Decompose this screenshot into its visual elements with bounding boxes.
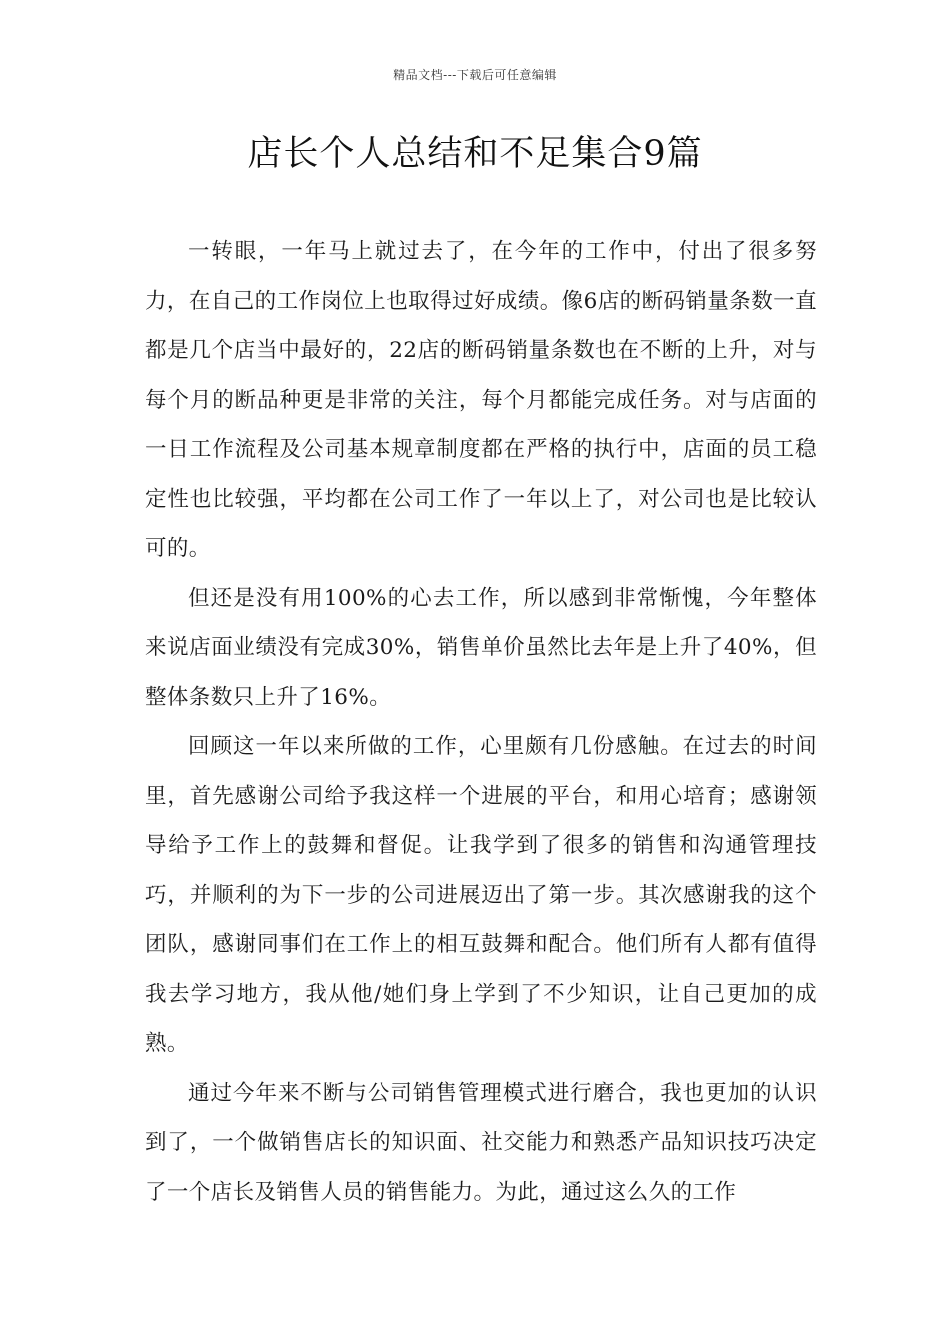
document-title: 店长个人总结和不足集合9篇 [247, 134, 703, 174]
paragraph: 但还是没有用100%的心去工作，所以感到非常惭愧，今年整体来说店面业绩没有完成30%，销售单价虽然比去年是上升了40%，但整体条数只上升了16%。 [145, 585, 817, 710]
paragraph: 一转眼，一年马上就过去了，在今年的工作中，付出了很多努力，在自己的工作岗位上也取得过好成绩。像6店的断码销量条数一直都是几个店当中最好的，22店的断码销量条数也在不断的上升，对与每个月的断品种更是非常的关注，每个月都能完成任务。对与店面的一日工作流程及公司基本规章制度都在严格的执行中，店面的员工稳定性也比较强，平均都在公司工作了一年以上了，对公司也是比较认可的。 [145, 239, 817, 561]
document-body [145, 227, 817, 1217]
paragraph: 回顾这一年以来所做的工作，心里颇有几份感触。在过去的时间里，首先感谢公司给予我这样一个进展的平台，和用心培育；感谢领导给予工作上的鼓舞和督促。让我学到了很多的销售和沟通管理技巧，并顺利的为下一步的公司进展迈出了第一步。其次感谢我的这个团队，感谢同事们在工作上的相互鼓舞和配合。他们所有人都有值得我去学习地方，我从他/她们身上学到了不少知识，让自己更加的成熟。 [145, 734, 817, 1056]
header-note: 精品文档---下载后可任意编辑 [393, 68, 557, 82]
paragraph: 通过今年来不断与公司销售管理模式进行磨合，我也更加的认识到了，一个做销售店长的知识面、社交能力和熟悉产品知识技巧决定了一个店长及销售人员的销售能力。为此，通过这么久的工作 [145, 1080, 817, 1205]
